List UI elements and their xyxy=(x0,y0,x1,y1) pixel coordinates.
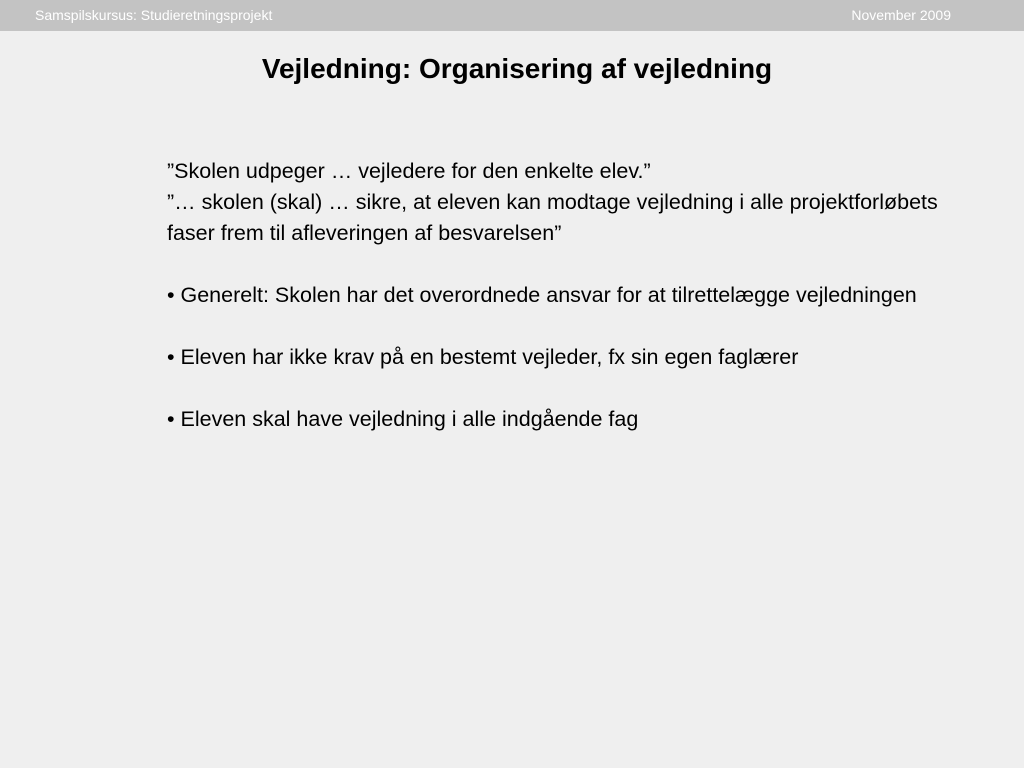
slide-content xyxy=(167,156,947,435)
header-bar xyxy=(0,0,1024,31)
spacer xyxy=(167,311,947,342)
slide-title: Vejledning: Organisering af vejledning xyxy=(261,53,773,84)
spacer xyxy=(167,249,947,280)
quote-line: ”Skolen udpeger … vejledere for den enkelte elev.” xyxy=(167,159,651,183)
quote-line: ”… skolen (skal) … sikre, at eleven kan modtage vejledning i alle projektforløbets faser frem til afleveringen af besvarelsen” xyxy=(167,190,938,245)
presentation-date: November 2009 xyxy=(851,7,951,23)
bullet-item: • Eleven har ikke krav på en bestemt vejleder, fx sin egen faglærer xyxy=(167,345,799,369)
course-title: Samspilskursus: Studieretningsprojekt xyxy=(35,7,273,23)
bullet-item: • Generelt: Skolen har det overordnede ansvar for at tilrettelægge vejledningen xyxy=(167,283,917,307)
spacer xyxy=(167,373,947,404)
bullet-item: • Eleven skal have vejledning i alle indgående fag xyxy=(167,407,639,431)
